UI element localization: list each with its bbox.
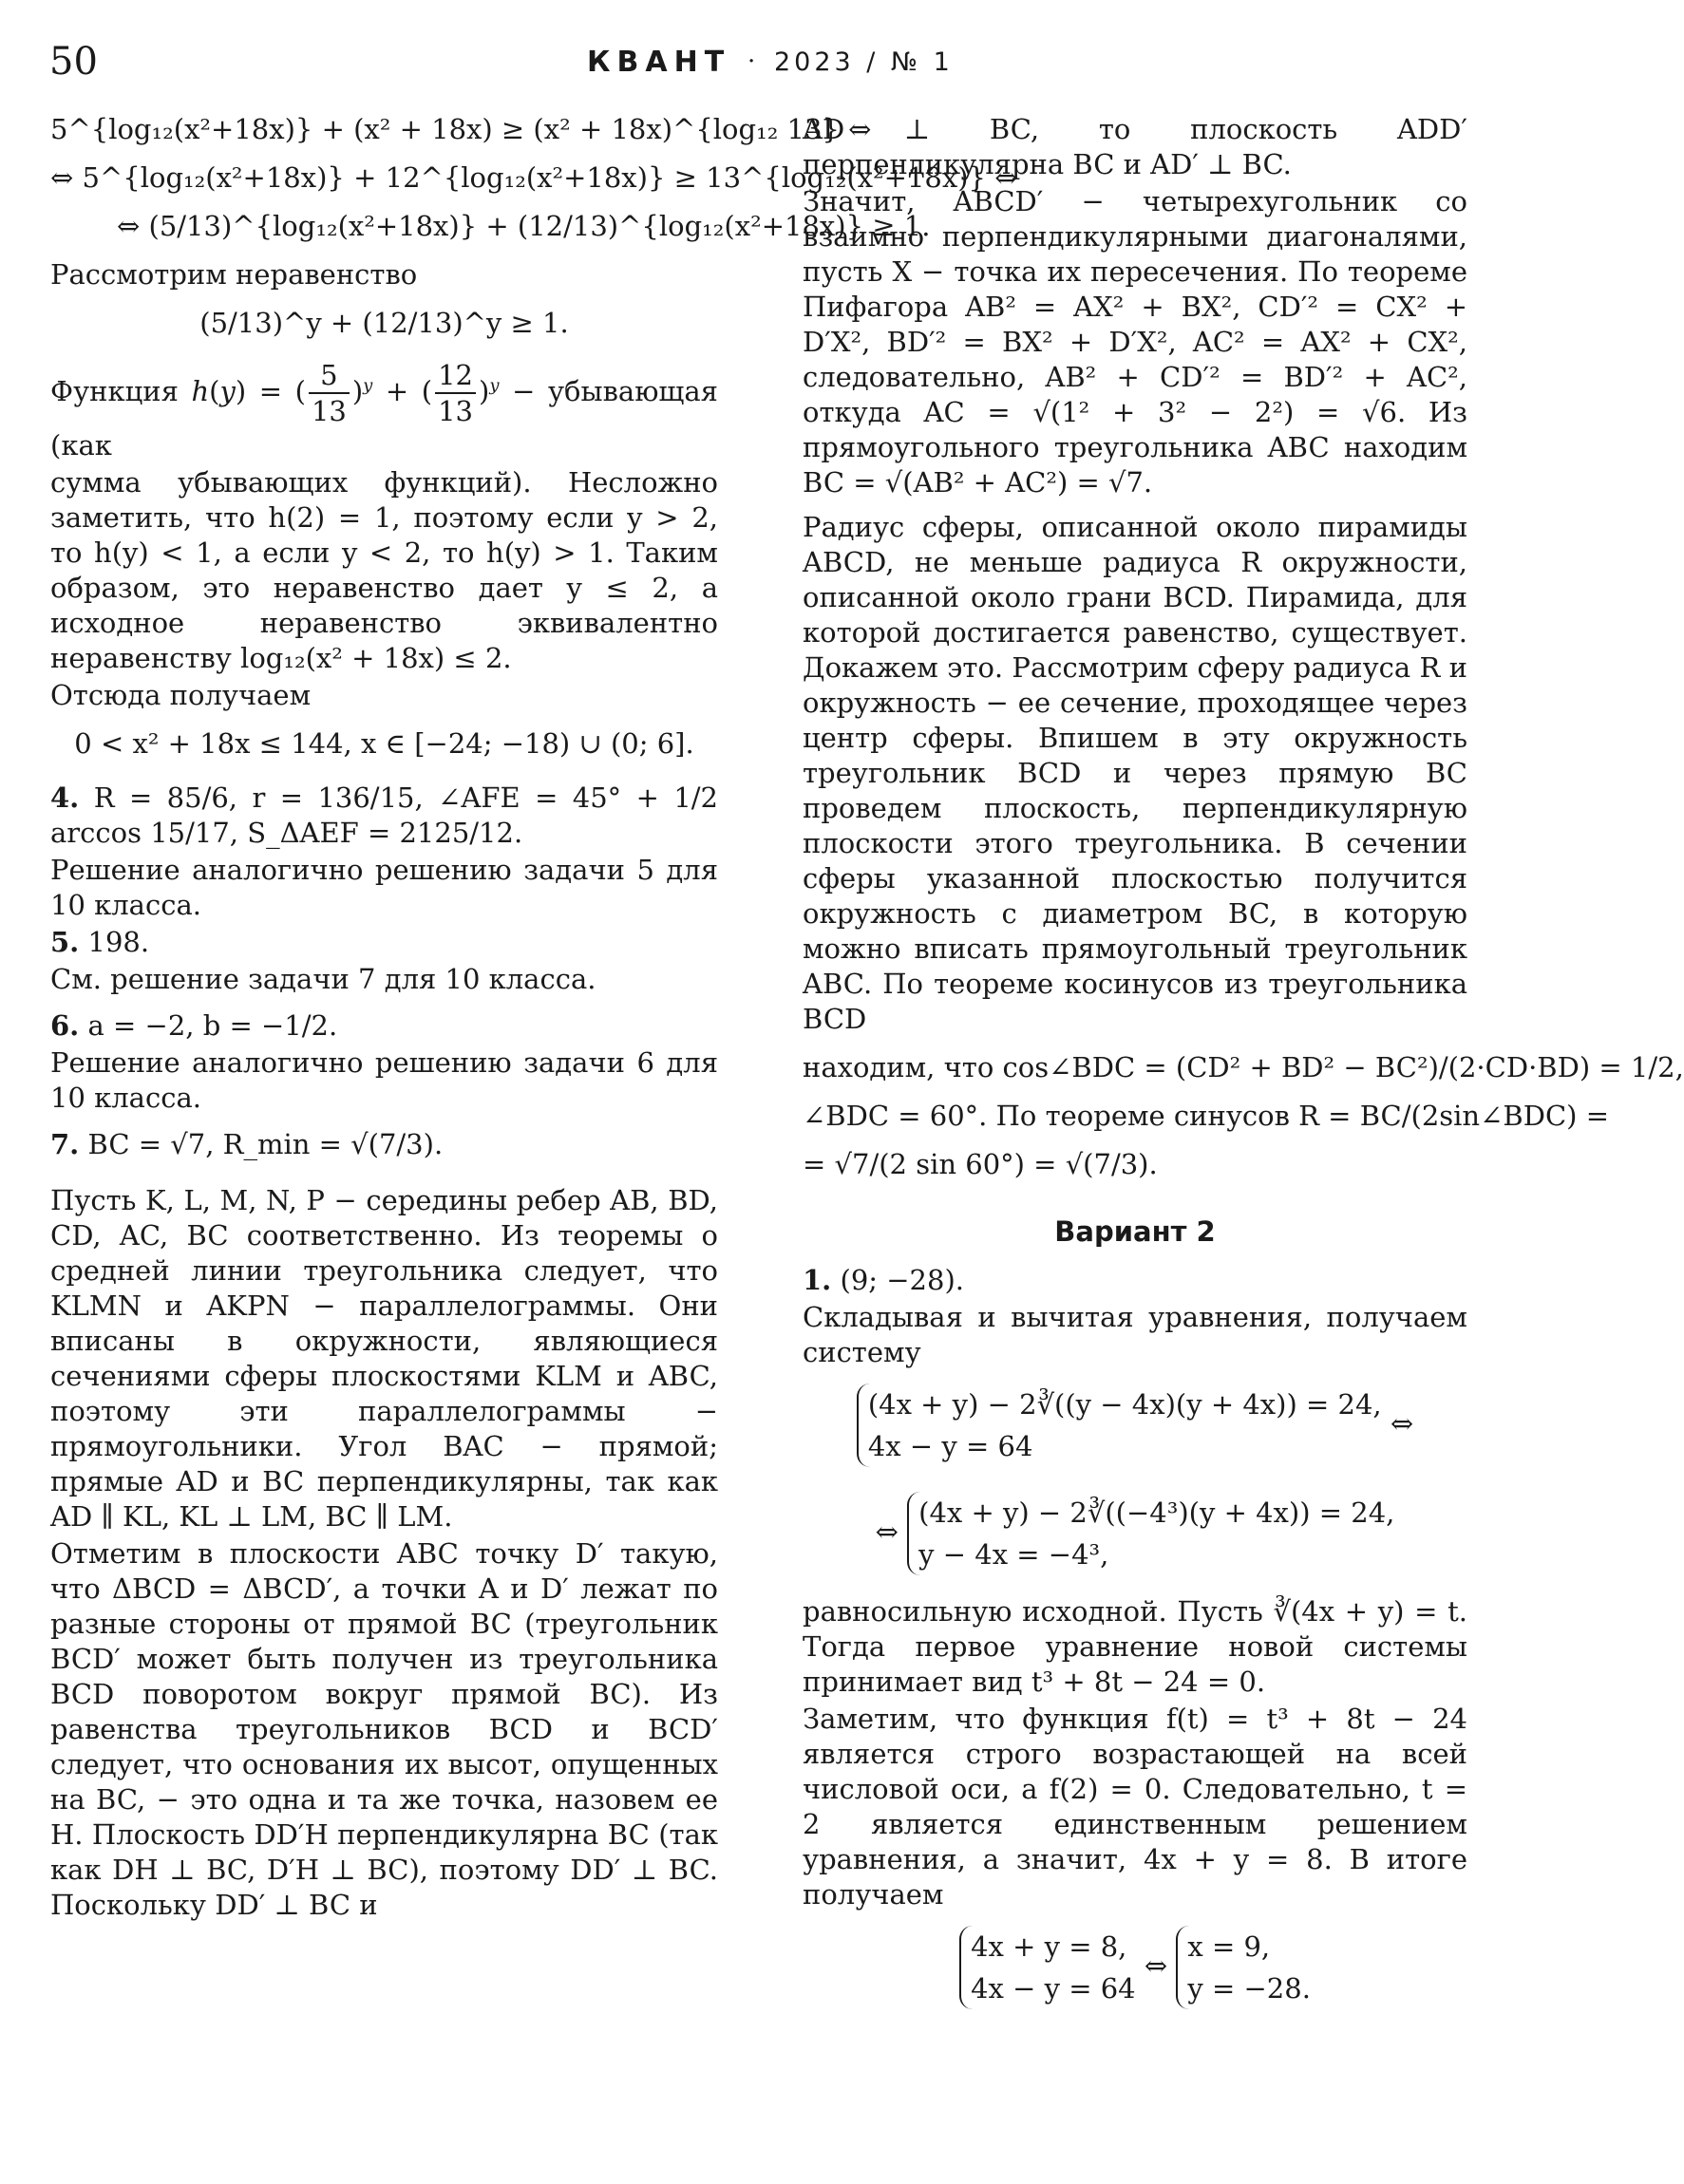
magazine-title: КВАНТ [587, 46, 731, 79]
system-2-brace [907, 1492, 1394, 1575]
answer-v2-1 [803, 1263, 1467, 1298]
problem-4-number: 4. [50, 781, 80, 814]
system-2-eq-a: (4x + y) − 2∛((−4³)(y + 4x)) = 24, [918, 1497, 1395, 1529]
sine-line: ∠BDC = 60°. По теореме синусов R = BC/(2sin∠BDC) = [803, 1100, 1609, 1132]
system-4-brace [1176, 1926, 1311, 2009]
equation-line-1: 5^{log₁₂(x²+18x)} + (x² + 18x) ≥ (x² + 18x)^{log₁₂ 13} ⇔ [50, 113, 872, 145]
answer-v2-1-text: (9; −28). [840, 1264, 964, 1296]
answer-5 [50, 925, 718, 960]
answer-4-text: R = 85/6, r = 136/15, ∠AFE = 45° + 1/2 arccos 15/17, S_ΔAEF = 2125/12. [50, 781, 718, 849]
problem-v2-1-number: 1. [803, 1264, 832, 1296]
answer-7-text: BC = √7, R_min = √(7/3). [87, 1128, 444, 1160]
system-1-brace [857, 1384, 1382, 1467]
solution-5: См. решение задачи 7 для 10 класса. [50, 963, 596, 995]
answer-7 [50, 1127, 718, 1162]
system-2-eq-b: y − 4x = −4³, [918, 1538, 1109, 1571]
issue-number: 2023 / № 1 [774, 47, 954, 77]
consider-text: Рассмотрим неравенство [50, 258, 418, 291]
system-1-eq-b: 4x − y = 64 [867, 1430, 1033, 1462]
system-1: (4x + y) − 2∛((y − 4x)(y + 4x)) = 24, 4x − y = 64 ⇔ [803, 1384, 1467, 1467]
system-final: 4x + y = 8, 4x − y = 64 ⇔ x = 9, y = −28. [803, 1926, 1467, 2009]
variant-heading: Вариант 2 [1054, 1215, 1216, 1248]
solution-6: Решение аналогично решению задачи 6 для 10 класса. [50, 1046, 718, 1114]
paragraph-r2: Значит, ABCD′ − четырехугольник со взаимно перпендикулярными диагоналями, пусть X − точка их пересечения. По теореме Пифагора AB² = AX² + BX², CD′² = CX² + D′X², BD′² = BX² + D′X², AC² = AX² + CX², следовательно, AB² + CD′² = BD′² + AC², откуда AC = √(1² + 3² − 2²) = √6. Из прямоугольного треугольника ABC находим BC = √(AB² + AC²) = √7. [803, 185, 1467, 499]
right-column [803, 112, 1684, 2023]
system-3-brace [959, 1926, 1136, 2009]
answer-4 [50, 781, 718, 851]
system-4-eq-a: x = 9, [1187, 1930, 1271, 1963]
answer-5-text: 198. [87, 926, 150, 958]
paragraph-r3: Радиус сферы, описанной около пирамиды ABCD, не меньше радиуса R окружности, описанной около грани BCD. Пирамида, для которой достигается равенство, существует. Докажем это. Рассмотрим сферу радиуса R и окружность − ее сечение, проходящее через центр сферы. Впишем в эту окружность треугольник BCD и через прямую BC проведем плоскость, перпендикулярную плоскости этого треугольника. В сечении сферы указанной плоскостью получится окружность с диаметром BC, в которую можно вписать прямоугольный треугольник ABC. По теореме косинусов из треугольника BCD [803, 511, 1467, 1035]
answer-6 [50, 1008, 718, 1044]
paragraph-v2-3: Заметим, что функция f(t) = t³ + 8t − 24 является строго возрастающей на всей числовой оси, а f(2) = 0. Следовательно, t = 2 является единственным решением уравнения, а значит, 4x + y = 8. В итоге получаем [803, 1703, 1467, 1911]
problem-5-number: 5. [50, 926, 80, 958]
frac-5-13: $\frac{5}{13}$ [309, 358, 350, 428]
frac-12-13: $\frac{12}{13}$ [435, 358, 476, 428]
paragraph-v2-2: равносильную исходной. Пусть ∛(4x + y) = t. Тогда первое уравнение новой системы принимает вид t³ + 8t − 24 = 0. [803, 1595, 1467, 1698]
function-label: Функция [50, 375, 179, 407]
inequality: (5/13)^y + (12/13)^y ≥ 1. [199, 307, 569, 339]
paragraph-r1: AD ⊥ BC, то плоскость ADD′ перпендикулярна BC и AD′ ⊥ BC. [803, 113, 1467, 180]
cosine-line: находим, что cos∠BDC = (CD² + BD² − BC²)/(2·CD·BD) = 1/2, [803, 1051, 1684, 1083]
function-line: Функция h(y) = ( $\frac{5}{13}$ )$^y$ + ( $\frac{12}{13}$ )$^y$ − убывающая (как [50, 359, 718, 461]
final-radius-line: = √7/(2 sin 60°) = √(7/3). [803, 1148, 1158, 1180]
function-tail: − убывающая (как [50, 375, 718, 461]
paragraph-v2-1: Складывая и вычитая уравнения, получаем систему [803, 1301, 1467, 1368]
system-1-eq-a: (4x + y) − 2∛((y − 4x)(y + 4x)) = 24, [867, 1388, 1382, 1421]
equation-line-2: ⇔ 5^{log₁₂(x²+18x)} + 12^{log₁₂(x²+18x)} ≥ 13^{log₁₂(x²+18x)} ⇔ [50, 161, 1018, 194]
equation-line-3: ⇔ (5/13)^{log₁₂(x²+18x)} + (12/13)^{log₁₂(x²+18x)} ≥ 1. [117, 210, 931, 242]
page-number: 50 [49, 40, 98, 84]
paragraph-7b: Отметим в плоскости ABC точку D′ такую, что ΔBCD = ΔBCD′, а точки A и D′ лежат по разные стороны от прямой BC (треугольник BCD′ может быть получен из треугольника BCD поворотом вокруг прямой BC). Из равенства треугольников BCD и BCD′ следует, что основания их высот, опущенных на BC, − это одна и та же точка, назовем ее H. Плоскость DD′H перпендикулярна BC (так как DH ⊥ BC, D′H ⊥ BC), поэтому DD′ ⊥ BC. Поскольку DD′ ⊥ BC и [50, 1537, 718, 1921]
answer-6-text: a = −2, b = −1/2. [87, 1009, 338, 1042]
paragraph-h-function: сумма убывающих функций). Несложно заметить, что h(2) = 1, поэтому если y > 2, то h(y) < 1, а если y < 2, то h(y) > 1. Таким образом, это неравенство дает y ≤ 2, а исходное неравенство эквивалентно неравенству log₁₂(x² + 18x) ≤ 2. [50, 466, 718, 674]
problem-6-number: 6. [50, 1009, 80, 1042]
paragraph-7a: Пусть K, L, M, N, P − середины ребер AB, BD, CD, AC, BC соответственно. Из теоремы о средней линии треугольника следует, что KLMN и AKPN − параллелограммы. Они вписаны в окружности, являющиеся сечениями сферы плоскостями KLM и ABC, поэтому эти параллелограммы − прямоугольники. Угол BAC − прямой; прямые AD и BC перпендикулярны, так как AD ∥ KL, KL ⊥ LM, BC ∥ LM. [50, 1184, 718, 1533]
problem-7-number: 7. [50, 1128, 80, 1160]
system-2: ⇔ (4x + y) − 2∛((−4³)(y + 4x)) = 24, y − 4x = −4³, [803, 1492, 1467, 1575]
solution-4: Решение аналогично решению задачи 5 для 10 класса. [50, 854, 718, 921]
system-3-eq-a: 4x + y = 8, [971, 1930, 1127, 1963]
result-problem-3: 0 < x² + 18x ≤ 144, x ∈ [−24; −18) ∪ (0; 6]. [74, 727, 694, 760]
header-separator: · [747, 47, 756, 76]
obtain-text: Отсюда получаем [50, 679, 312, 711]
system-3-eq-b: 4x − y = 64 [971, 1972, 1136, 2005]
system-4-eq-b: y = −28. [1187, 1972, 1311, 2005]
